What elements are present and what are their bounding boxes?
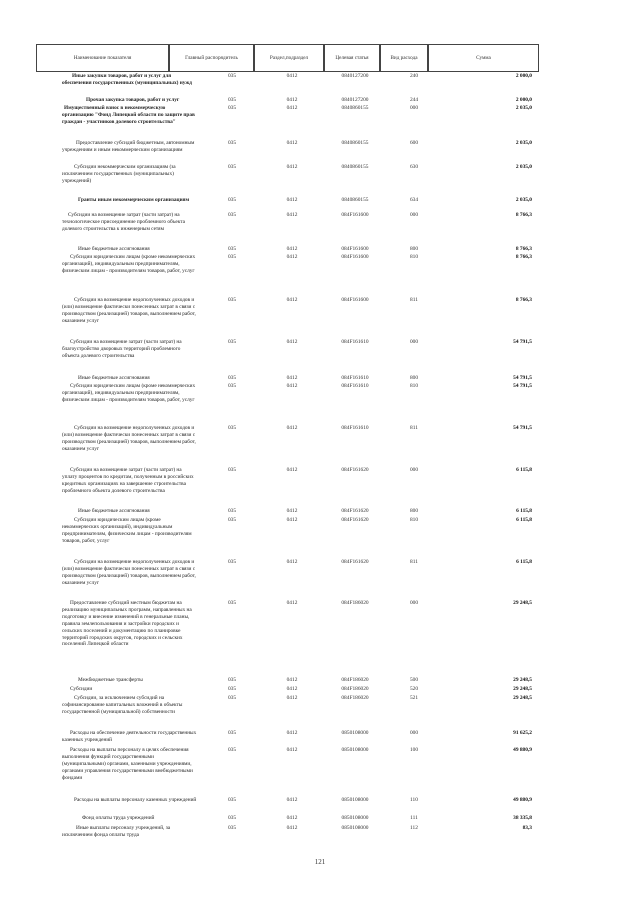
row-grbs: 035	[227, 383, 237, 389]
row-name: Фонд оплаты труда учреждений	[82, 815, 155, 821]
row-sum: 54 791,5	[513, 339, 532, 345]
row-expense-type: 810	[409, 254, 419, 260]
row-expense-type: 000	[409, 339, 419, 345]
row-sum: 2 035,0	[515, 140, 532, 146]
row-target-article: 084F161610	[341, 425, 369, 431]
row-expense-type: 500	[409, 677, 419, 683]
row-expense-type: 000	[409, 730, 419, 736]
row-name: Иные бюджетные ассигнования	[78, 375, 150, 381]
row-target-article: 084F186020	[341, 686, 369, 692]
row-target-article: 084F161600	[341, 212, 369, 218]
row-section: 0412	[286, 383, 298, 389]
row-sum: 54 791,5	[513, 383, 532, 389]
row-target-article: 0840860155	[341, 197, 369, 203]
row-grbs: 035	[227, 339, 237, 345]
row-name: Гранты иным некоммерческим организациям	[78, 197, 190, 203]
row-section: 0412	[286, 140, 298, 146]
row-section: 0412	[286, 600, 298, 606]
row-expense-type: 000	[409, 105, 419, 111]
row-target-article: 084F161600	[341, 254, 369, 260]
row-grbs: 035	[227, 815, 237, 821]
row-grbs: 035	[227, 677, 237, 683]
row-target-article: 0840127200	[341, 97, 369, 103]
row-name: Субсидии	[70, 686, 93, 692]
row-grbs: 035	[227, 425, 237, 431]
row-grbs: 035	[227, 517, 237, 523]
row-target-article: 084F161620	[341, 508, 369, 514]
row-sum: 8 766,3	[515, 297, 532, 303]
row-sum: 54 791,5	[513, 375, 532, 381]
row-grbs: 035	[227, 97, 237, 103]
row-target-article: 084F161620	[341, 517, 369, 523]
row-name: Субсидии на возмещение затрат (части затрат) на технологическое присоединение проблемного объекта долевого строительства к инженерным сетям	[62, 212, 185, 232]
row-target-article: 084F161610	[341, 375, 369, 381]
row-grbs: 035	[227, 254, 237, 260]
row-section: 0412	[286, 254, 298, 260]
row-sum: 2 035,0	[515, 197, 532, 203]
row-target-article: 0850108000	[341, 825, 369, 831]
row-grbs: 035	[227, 825, 237, 831]
row-sum: 2 000,0	[515, 73, 532, 79]
row-target-article: 084F161610	[341, 383, 369, 389]
row-grbs: 035	[227, 73, 237, 79]
row-grbs: 035	[227, 246, 237, 252]
row-grbs: 035	[227, 105, 237, 111]
row-sum: 6 115,8	[516, 517, 532, 523]
row-grbs: 035	[227, 164, 237, 170]
row-name: Субсидии юридическим лицам (кроме некоммерческих организаций), индивидуальным предпринимателям, физическим лицам - производителям товаров, работ, услуг	[62, 383, 196, 403]
header-target-article: Целевая статья	[324, 44, 380, 72]
row-name: Субсидии на возмещение затрат (части затрат) на благоустройство дворовых территорий проблемного объекта долевого строительства	[62, 339, 182, 359]
row-sum: 83,3	[522, 825, 532, 831]
header-name: Наименование показателя	[36, 44, 169, 72]
row-name: Межбюджетные трансферты	[78, 677, 143, 683]
row-name: Субсидии некоммерческим организациям (за исключением государственных (муниципальных) учреждений)	[62, 164, 176, 184]
row-target-article: 084F186020	[341, 677, 369, 683]
row-target-article: 0850108000	[341, 730, 369, 736]
row-section: 0412	[286, 747, 298, 753]
row-expense-type: 111	[410, 815, 418, 821]
row-name: Расходы на выплаты персоналу казенных учреждений	[74, 797, 197, 803]
row-target-article: 084F186020	[341, 695, 369, 701]
row-expense-type: 800	[409, 246, 419, 252]
row-name: Субсидии на возмещение затрат (части затрат) на уплату процентов по кредитам, полученным в российских кредитных организациях на завершение строительства проблемного объекта долевого строительства	[62, 467, 194, 494]
header-section: Раздел,подраздел	[254, 44, 324, 72]
row-expense-type: 800	[409, 375, 419, 381]
row-section: 0412	[286, 677, 298, 683]
row-expense-type: 811	[410, 297, 418, 303]
row-section: 0412	[286, 73, 298, 79]
row-expense-type: 634	[409, 197, 419, 203]
row-section: 0412	[286, 375, 298, 381]
page-number: 121	[314, 858, 326, 866]
row-section: 0412	[286, 686, 298, 692]
row-sum: 2 035,0	[515, 164, 532, 170]
header-grbs: Главный распорядитель	[169, 44, 254, 72]
row-section: 0412	[286, 730, 298, 736]
row-name: Субсидии на возмещение недополученных доходов и (или) возмещение фактически понесенных затрат в связи с производством (реализацией) товаров, выполнением работ, оказанием услуг	[62, 297, 196, 324]
row-grbs: 035	[227, 212, 237, 218]
row-expense-type: 600	[409, 140, 419, 146]
row-section: 0412	[286, 517, 298, 523]
row-expense-type: 240	[409, 73, 419, 79]
row-grbs: 035	[227, 686, 237, 692]
row-target-article: 0850108000	[341, 747, 369, 753]
row-grbs: 035	[227, 375, 237, 381]
row-grbs: 035	[227, 797, 237, 803]
row-grbs: 035	[227, 508, 237, 514]
row-section: 0412	[286, 797, 298, 803]
row-grbs: 035	[227, 297, 237, 303]
row-grbs: 035	[227, 197, 237, 203]
row-sum: 29 248,5	[513, 686, 532, 692]
row-grbs: 035	[227, 600, 237, 606]
row-name: Расходы на выплаты персоналу в целях обеспечения выполнения функций государственными (муниципальными) органами, казенными учреждениями, органами управления государственными внебюджетными фондами	[62, 747, 193, 781]
row-expense-type: 811	[410, 559, 418, 565]
row-target-article: 084F161620	[341, 559, 369, 565]
row-grbs: 035	[227, 695, 237, 701]
row-section: 0412	[286, 297, 298, 303]
row-section: 0412	[286, 97, 298, 103]
row-section: 0412	[286, 559, 298, 565]
row-name: Расходы на обеспечение деятельности государственных казенных учреждений	[62, 730, 197, 743]
header-sum: Сумма	[428, 44, 539, 72]
row-target-article: 084F161610	[341, 339, 369, 345]
row-sum: 29 248,5	[513, 677, 532, 683]
row-target-article: 0850108000	[341, 815, 369, 821]
row-expense-type: 811	[410, 425, 418, 431]
row-expense-type: 810	[409, 383, 419, 389]
row-name: Имущественный взнос в некоммерческую организацию "Фонд Липецкой области по защите прав граждан - участников долевого строительства"	[62, 105, 195, 125]
row-name: Субсидии, за исключением субсидий на софинансирование капитальных вложений в объекты государственной (муниципальной) собственности	[62, 695, 183, 715]
row-section: 0412	[286, 425, 298, 431]
row-target-article: 0840860155	[341, 164, 369, 170]
row-expense-type: 112	[410, 825, 418, 831]
row-section: 0412	[286, 212, 298, 218]
row-sum: 29 248,5	[513, 600, 532, 606]
row-sum: 8 766,3	[515, 246, 532, 252]
row-target-article: 0840127200	[341, 73, 369, 79]
row-target-article: 0850108000	[341, 797, 369, 803]
row-name: Предоставление субсидий местным бюджетам на реализацию муниципальных программ, направленных на подготовку и внесение изменений в генеральные планы, правила землепользования и застройки городских и сельских поселений и документацию по планировке территорий городских округов, городских и сельских поселений Липецкой области	[62, 600, 192, 648]
row-name: Субсидии на возмещение недополученных доходов и (или) возмещение фактически понесенных затрат в связи с производством (реализацией) товаров, выполнением работ, оказанием услуг	[62, 425, 196, 452]
row-sum: 6 115,8	[516, 467, 532, 473]
row-section: 0412	[286, 508, 298, 514]
row-name: Прочая закупка товаров, работ и услуг	[86, 97, 180, 103]
row-sum: 2 035,0	[515, 105, 532, 111]
row-expense-type: 521	[409, 695, 419, 701]
row-section: 0412	[286, 339, 298, 345]
row-name: Иные закупки товаров, работ и услуг для обеспечения государственных (муниципальных) нужд	[62, 73, 192, 86]
row-expense-type: 000	[409, 467, 419, 473]
row-name: Предоставление субсидий бюджетным, автономным учреждениям и иным некоммерческим организациям	[62, 140, 195, 153]
row-expense-type: 100	[409, 747, 419, 753]
row-expense-type: 110	[410, 797, 418, 803]
row-name: Иные бюджетные ассигнования	[78, 246, 150, 252]
row-sum: 8 766,3	[515, 212, 532, 218]
row-expense-type: 810	[409, 517, 419, 523]
row-grbs: 035	[227, 747, 237, 753]
row-name: Субсидии на возмещение недополученных доходов и (или) возмещение фактически понесенных затрат в связи с производством (реализацией) товаров, выполнением работ, оказанием услуг	[62, 559, 196, 586]
row-section: 0412	[286, 197, 298, 203]
row-section: 0412	[286, 467, 298, 473]
row-target-article: 0840860155	[341, 140, 369, 146]
row-sum: 8 766,3	[515, 254, 532, 260]
row-target-article: 084F161600	[341, 297, 369, 303]
row-grbs: 035	[227, 730, 237, 736]
row-name: Субсидии юридическим лицам (кроме некоммерческих организаций), индивидуальным предпринимателям, физическим лицам - производителям товаров, работ, услуг	[62, 254, 196, 274]
row-expense-type: 800	[409, 508, 419, 514]
row-sum: 6 115,8	[516, 559, 532, 565]
row-section: 0412	[286, 825, 298, 831]
row-name: Иные бюджетные ассигнования	[78, 508, 150, 514]
row-expense-type: 244	[409, 97, 419, 103]
row-section: 0412	[286, 815, 298, 821]
row-grbs: 035	[227, 140, 237, 146]
row-sum: 2 000,0	[515, 97, 532, 103]
row-sum: 91 625,2	[513, 730, 532, 736]
row-grbs: 035	[227, 559, 237, 565]
row-section: 0412	[286, 105, 298, 111]
row-sum: 6 115,8	[516, 508, 532, 514]
row-expense-type: 520	[409, 686, 419, 692]
row-target-article: 0840860155	[341, 105, 369, 111]
row-expense-type: 000	[409, 600, 419, 606]
row-section: 0412	[286, 164, 298, 170]
row-sum: 54 791,5	[513, 425, 532, 431]
row-sum: 49 880,9	[513, 747, 532, 753]
row-name: Иные выплаты персоналу учреждений, за исключением фонда оплаты труда	[62, 825, 171, 838]
row-section: 0412	[286, 246, 298, 252]
row-target-article: 084F186020	[341, 600, 369, 606]
row-sum: 38 335,8	[513, 815, 532, 821]
row-expense-type: 000	[409, 212, 419, 218]
header-expense-type: Вид расхода	[380, 44, 428, 72]
row-sum: 49 880,9	[513, 797, 532, 803]
row-target-article: 084F161620	[341, 467, 369, 473]
row-sum: 29 248,5	[513, 695, 532, 701]
row-name: Субсидии юридическим лицам (кроме некоммерческих организаций), индивидуальным предпринимателям, физическим лицам - производителям товаров, работ, услуг	[62, 517, 192, 544]
row-section: 0412	[286, 695, 298, 701]
row-target-article: 084F161600	[341, 246, 369, 252]
row-expense-type: 630	[409, 164, 419, 170]
row-grbs: 035	[227, 467, 237, 473]
